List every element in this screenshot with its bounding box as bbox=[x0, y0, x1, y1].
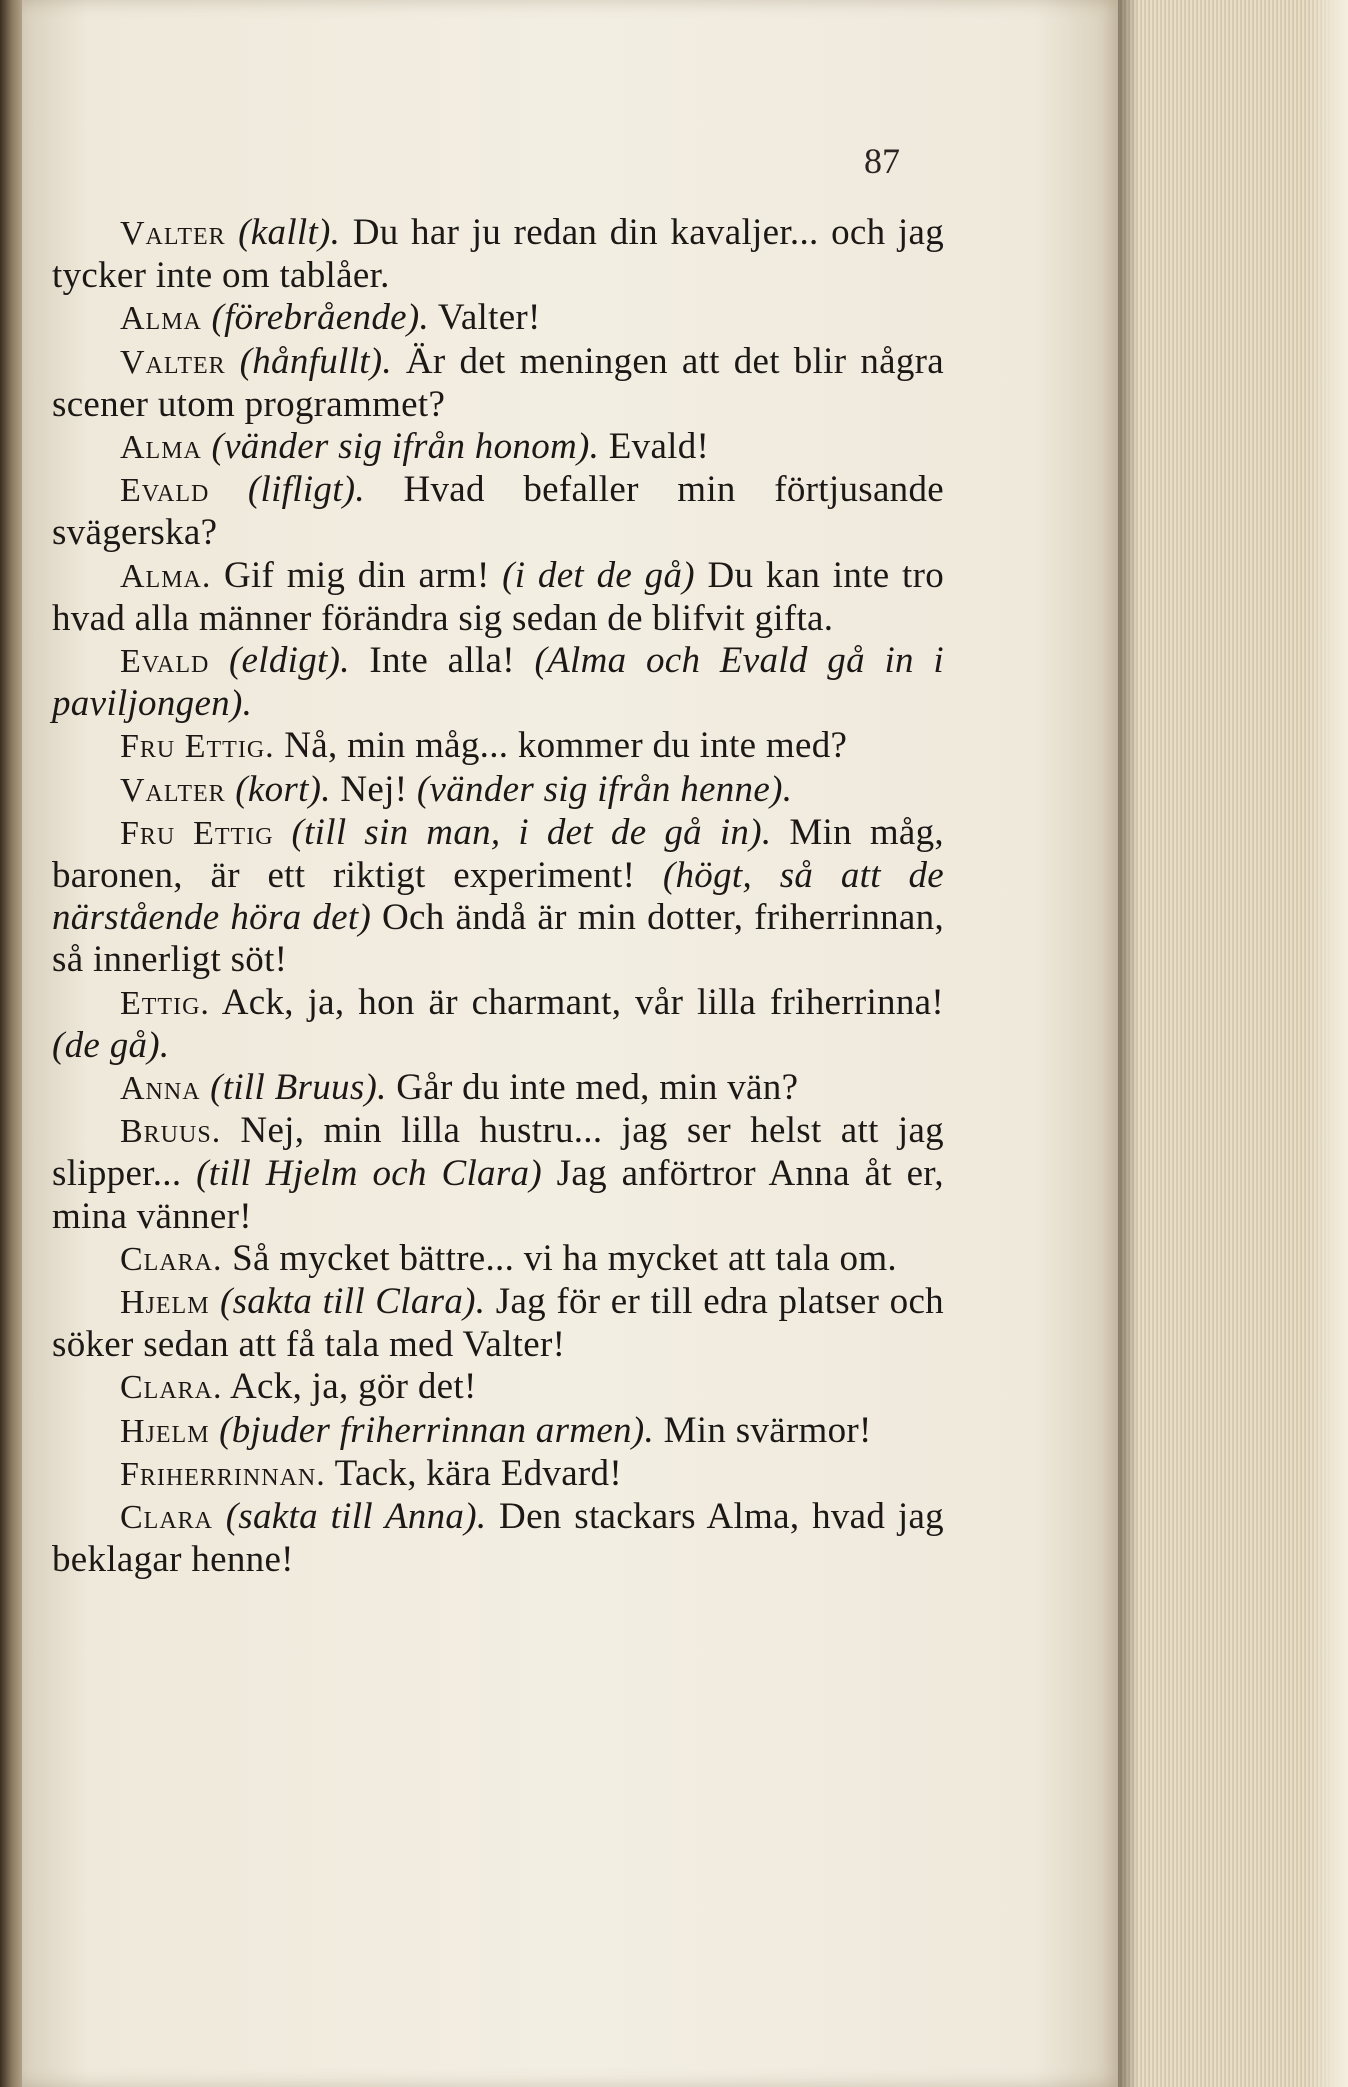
dialogue-line bbox=[52, 469, 944, 554]
dialogue-line bbox=[52, 640, 944, 725]
speaker-name: Alma bbox=[120, 300, 202, 338]
dialogue-text: Du har ju redan din kavaljer... och jag tycker inte om tablåer. bbox=[52, 212, 944, 297]
dialogue-text: Valter! bbox=[429, 297, 541, 339]
speaker-name: Evald bbox=[120, 643, 210, 681]
stage-direction: (vänder sig ifrån honom). bbox=[211, 426, 600, 468]
speaker-name: Ettig. bbox=[120, 984, 210, 1022]
dialogue-line bbox=[52, 341, 944, 426]
stage-direction: (eldigt). bbox=[228, 640, 350, 682]
speaker-name: Friherrinnan. bbox=[120, 1455, 326, 1493]
dialogue-text: Ack, ja, gör det! bbox=[222, 1366, 477, 1408]
speaker-name: Clara bbox=[120, 1499, 214, 1537]
speaker-name: Hjelm bbox=[120, 1412, 210, 1450]
stage-direction: (de gå). bbox=[52, 1024, 170, 1066]
speaker-name: Bruus. bbox=[120, 1113, 222, 1151]
dialogue-text: Så mycket bättre... vi ha mycket att tala om. bbox=[222, 1237, 897, 1279]
dialogue-text: Den stackars Alma, hvad jag beklagar henne! bbox=[52, 1496, 944, 1581]
dialogue-text: Min svärmor! bbox=[654, 1409, 872, 1451]
dialogue-text: Du kan inte tro hvad alla männer förändra sig sedan de blifvit gifta. bbox=[52, 554, 945, 639]
dialogue-line bbox=[52, 1067, 944, 1110]
dialogue-text: Är det meningen att det blir några scener utom programmet? bbox=[52, 340, 944, 425]
speaker-name: Valter bbox=[120, 771, 226, 809]
dialogue-text: Nå, min måg... kommer du inte med? bbox=[274, 725, 848, 767]
dialogue-line bbox=[52, 1453, 944, 1496]
stage-direction: (hånfullt). bbox=[239, 340, 392, 382]
stage-direction: (förebrående). bbox=[211, 297, 430, 339]
dialogue-text: Jag för er till edra platser och söker sedan att få tala med Valter! bbox=[52, 1281, 944, 1366]
dialogue-line bbox=[52, 982, 944, 1067]
page-edges bbox=[1118, 0, 1348, 2087]
dialogue-text: Går du inte med, min vän? bbox=[386, 1067, 799, 1109]
page-number: 87 bbox=[864, 141, 900, 181]
stage-direction: (i det de gå) bbox=[502, 554, 695, 596]
stage-direction: (högt, så att de närstående höra det) bbox=[52, 855, 944, 939]
speaker-name: Valter bbox=[120, 215, 226, 252]
dialogue-line bbox=[52, 1496, 944, 1581]
stage-direction: (till Hjelm och Clara) bbox=[196, 1153, 542, 1195]
speaker-name: Fru Ettig bbox=[120, 814, 274, 852]
dialogue-text: Inte alla! bbox=[349, 640, 535, 682]
dialogue-line bbox=[52, 1281, 944, 1366]
dialogue-text: Och ändå är min dotter, friherrinnan, så innerligt söt! bbox=[52, 897, 944, 981]
dialogue-text: Nej, min lilla hustru... jag ser helst att jag slipper... bbox=[52, 1110, 944, 1195]
dialogue-text: Ack, ja, hon är charmant, vår lilla friherrinna! bbox=[209, 981, 944, 1023]
speaker-name: Fru Ettig. bbox=[120, 728, 275, 766]
dialogue-line bbox=[52, 426, 944, 469]
stage-direction: (sakta till Clara). bbox=[219, 1281, 486, 1323]
stage-direction: (kort). bbox=[235, 768, 331, 810]
dialogue-line bbox=[52, 725, 944, 768]
stage-direction: (till Bruus). bbox=[210, 1067, 387, 1109]
dialogue-text: Nej! bbox=[330, 768, 417, 810]
dialogue-line bbox=[52, 212, 944, 297]
stage-direction: (lifligt). bbox=[247, 469, 365, 511]
dialogue-line bbox=[52, 1238, 944, 1281]
stage-direction: (sakta till Anna). bbox=[225, 1496, 487, 1538]
speaker-name: Hjelm bbox=[120, 1284, 210, 1322]
stage-direction: (Alma och Evald gå in i paviljongen). bbox=[52, 640, 944, 725]
speaker-name: Clara. bbox=[120, 1240, 223, 1278]
speaker-name: Clara. bbox=[120, 1369, 223, 1407]
speaker-name: Alma. bbox=[120, 557, 212, 595]
dialogue-line bbox=[52, 297, 944, 340]
speaker-name: Valter bbox=[120, 343, 226, 381]
dialogue-line bbox=[52, 555, 944, 640]
dialogue-text: Gif mig din arm! bbox=[211, 554, 503, 596]
dialogue-line bbox=[52, 812, 944, 982]
dialogue-text: Min måg, baronen, är ett riktigt experiment! bbox=[52, 811, 944, 897]
dialogue-text: Hvad befaller min förtjusande svägerska? bbox=[52, 469, 944, 554]
stage-direction: (till sin man, i det de gå in). bbox=[291, 811, 772, 853]
speaker-name: Anna bbox=[120, 1070, 201, 1108]
dialogue-text: Jag anförtror Anna åt er, mina vänner! bbox=[52, 1153, 944, 1237]
dialogue-line bbox=[52, 1410, 944, 1453]
dialogue-line bbox=[52, 1110, 944, 1238]
play-text bbox=[52, 212, 944, 1582]
dialogue-line bbox=[52, 1366, 944, 1409]
speaker-name: Evald bbox=[120, 472, 210, 510]
dialogue-text: Tack, kära Edvard! bbox=[325, 1452, 622, 1494]
stage-direction: (bjuder friherrinnan armen). bbox=[219, 1409, 655, 1451]
stage-direction: (vänder sig ifrån henne). bbox=[416, 768, 793, 810]
speaker-name: Alma bbox=[120, 429, 202, 467]
dialogue-line bbox=[52, 769, 944, 812]
stage-direction: (kallt). bbox=[238, 212, 341, 253]
dialogue-text: Evald! bbox=[599, 426, 710, 468]
